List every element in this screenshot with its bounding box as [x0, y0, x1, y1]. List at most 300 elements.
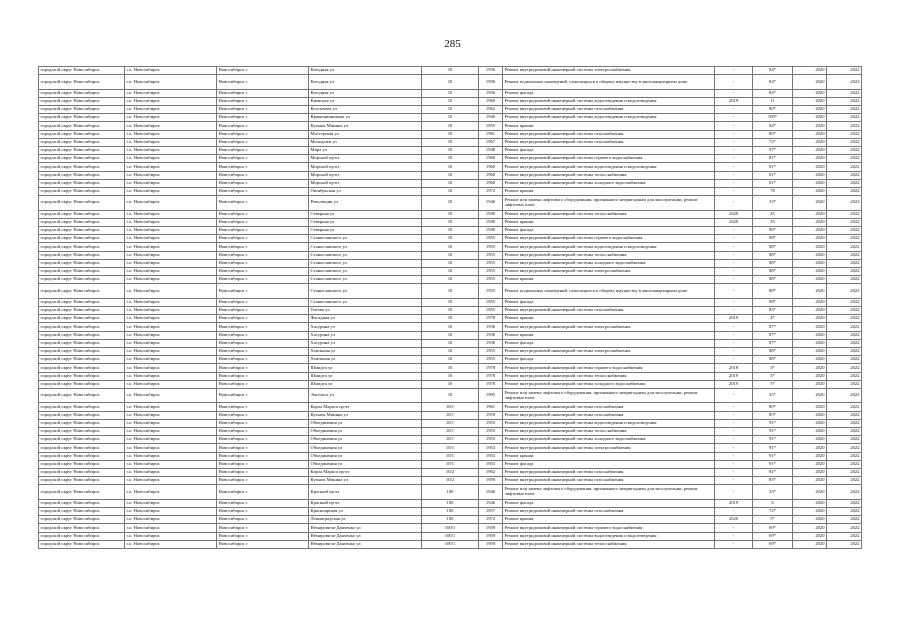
- locality-cell: Новосибирск г: [217, 138, 309, 146]
- table-row: [39, 339, 862, 347]
- house-number-cell: 10: [422, 251, 479, 259]
- district-cell: городской округ Новосибирск: [39, 356, 125, 364]
- page-number: 285: [444, 38, 461, 50]
- municipality-cell: г.о. Новосибирск: [125, 524, 217, 532]
- work-type-cell: Ремонт внутридомовой инженерной системы газоснабжения: [503, 138, 715, 146]
- wear-percent-cell: 69*: [753, 524, 793, 532]
- plan-to-cell: 2022: [827, 427, 862, 435]
- previous-repair-year-cell: -: [715, 276, 753, 284]
- house-number-cell: 10: [422, 298, 479, 306]
- house-number-cell: 10: [422, 187, 479, 195]
- work-type-cell: Ремонт внутридомовой инженерной системы газоснабжения: [503, 106, 715, 114]
- municipality-cell: г.о. Новосибирск: [125, 323, 217, 331]
- previous-repair-year-cell: -: [715, 196, 753, 211]
- house-number-cell: 10: [422, 235, 479, 243]
- table-row: [39, 460, 862, 468]
- street-cell: Карла Маркса пр-кт: [309, 403, 422, 411]
- district-cell: городской округ Новосибирск: [39, 364, 125, 372]
- build-year-cell: 1959: [479, 532, 503, 540]
- previous-repair-year-cell: -: [715, 444, 753, 452]
- locality-cell: Новосибирск г: [217, 259, 309, 267]
- previous-repair-year-cell: -: [715, 147, 753, 155]
- work-type-cell: Ремонт фасада: [503, 227, 715, 235]
- locality-cell: Новосибирск г: [217, 89, 309, 97]
- plan-from-cell: 2020: [793, 298, 827, 306]
- locality-cell: Новосибирск г: [217, 114, 309, 122]
- previous-repair-year-cell: 2019: [715, 372, 753, 380]
- locality-cell: Новосибирск г: [217, 477, 309, 485]
- table-row: [39, 468, 862, 476]
- wear-percent-cell: 88*: [753, 251, 793, 259]
- previous-repair-year-cell: -: [715, 477, 753, 485]
- municipality-cell: г.о. Новосибирск: [125, 89, 217, 97]
- house-number-cell: 10: [422, 364, 479, 372]
- district-cell: городской округ Новосибирск: [39, 499, 125, 507]
- locality-cell: Новосибирск г: [217, 106, 309, 114]
- build-year-cell: 1972: [479, 516, 503, 524]
- plan-from-cell: 2020: [793, 499, 827, 507]
- locality-cell: Новосибирск г: [217, 339, 309, 347]
- locality-cell: Новосибирск г: [217, 331, 309, 339]
- house-number-cell: 10/1: [422, 460, 479, 468]
- work-type-cell: Ремонт крыши: [503, 516, 715, 524]
- plan-to-cell: 2022: [827, 138, 862, 146]
- house-number-cell: 10: [422, 67, 479, 75]
- district-cell: городской округ Новосибирск: [39, 163, 125, 171]
- table-row: [39, 307, 862, 315]
- wear-percent-cell: 87*: [753, 331, 793, 339]
- wear-percent-cell: 91*: [753, 436, 793, 444]
- table-row: [39, 524, 862, 532]
- district-cell: городской округ Новосибирск: [39, 147, 125, 155]
- previous-repair-year-cell: -: [715, 284, 753, 299]
- plan-from-cell: 2020: [793, 67, 827, 75]
- house-number-cell: 10/1: [422, 436, 479, 444]
- district-cell: городской округ Новосибирск: [39, 106, 125, 114]
- build-year-cell: 1955: [479, 251, 503, 259]
- build-year-cell: 1960: [479, 179, 503, 187]
- district-cell: городской округ Новосибирск: [39, 75, 125, 90]
- plan-to-cell: 2022: [827, 516, 862, 524]
- plan-to-cell: 2022: [827, 347, 862, 355]
- wear-percent-cell: 87*: [753, 339, 793, 347]
- plan-from-cell: 2020: [793, 147, 827, 155]
- plan-from-cell: 2020: [793, 267, 827, 275]
- table-row: [39, 251, 862, 259]
- street-cell: Революции ул: [309, 196, 422, 211]
- plan-from-cell: 2020: [793, 89, 827, 97]
- build-year-cell: 1953: [479, 436, 503, 444]
- previous-repair-year-cell: -: [715, 532, 753, 540]
- previous-repair-year-cell: -: [715, 243, 753, 251]
- locality-cell: Новосибирск г: [217, 323, 309, 331]
- work-type-cell: Ремонт фасада: [503, 89, 715, 97]
- previous-repair-year-cell: -: [715, 251, 753, 259]
- street-cell: Объединения ул: [309, 436, 422, 444]
- plan-to-cell: 2022: [827, 276, 862, 284]
- plan-to-cell: 2022: [827, 243, 862, 251]
- wear-percent-cell: 33*: [753, 485, 793, 500]
- locality-cell: Новосибирск г: [217, 196, 309, 211]
- locality-cell: Новосибирск г: [217, 356, 309, 364]
- plan-to-cell: 2022: [827, 259, 862, 267]
- district-cell: городской округ Новосибирск: [39, 540, 125, 548]
- previous-repair-year-cell: -: [715, 259, 753, 267]
- wear-percent-cell: 72*: [753, 507, 793, 515]
- house-number-cell: 10: [422, 130, 479, 138]
- plan-from-cell: 2020: [793, 380, 827, 388]
- plan-to-cell: 2022: [827, 339, 862, 347]
- street-cell: Киевская ул: [309, 97, 422, 105]
- work-type-cell: Ремонт внутридомовой инженерной системы теплоснабжения: [503, 427, 715, 435]
- table-row: [39, 163, 862, 171]
- build-year-cell: 1961: [479, 403, 503, 411]
- build-year-cell: 1936: [479, 323, 503, 331]
- locality-cell: Новосибирск г: [217, 524, 309, 532]
- locality-cell: Новосибирск г: [217, 130, 309, 138]
- work-type-cell: Ремонт крыши: [503, 315, 715, 323]
- district-cell: городской округ Новосибирск: [39, 210, 125, 218]
- street-cell: Объединения ул: [309, 427, 422, 435]
- street-cell: Титова ул: [309, 307, 422, 315]
- previous-repair-year-cell: 2018: [715, 364, 753, 372]
- plan-to-cell: 2022: [827, 331, 862, 339]
- build-year-cell: 1957: [479, 507, 503, 515]
- work-type-cell: Ремонт внутридомовой инженерной системы водоотведения и водоотведения: [503, 419, 715, 427]
- municipality-cell: г.о. Новосибирск: [125, 196, 217, 211]
- table-row: [39, 210, 862, 218]
- district-cell: городской округ Новосибирск: [39, 130, 125, 138]
- table-row: [39, 388, 862, 403]
- street-cell: Катодная ул: [309, 67, 422, 75]
- street-cell: Хасурина ул: [309, 331, 422, 339]
- wear-percent-cell: 69*: [753, 532, 793, 540]
- wear-percent-cell: 87*: [753, 323, 793, 331]
- plan-from-cell: 2020: [793, 284, 827, 299]
- locality-cell: Новосибирск г: [217, 468, 309, 476]
- work-type-cell: Ремонт внутридомовой инженерной системы водоотведения и водоотведения: [503, 97, 715, 105]
- previous-repair-year-cell: -: [715, 89, 753, 97]
- locality-cell: Новосибирск г: [217, 284, 309, 299]
- house-number-cell: 10/1: [422, 427, 479, 435]
- build-year-cell: 1959: [479, 411, 503, 419]
- plan-from-cell: 2020: [793, 114, 827, 122]
- plan-from-cell: 2020: [793, 307, 827, 315]
- previous-repair-year-cell: -: [715, 524, 753, 532]
- district-cell: городской округ Новосибирск: [39, 276, 125, 284]
- municipality-cell: г.о. Новосибирск: [125, 516, 217, 524]
- previous-repair-year-cell: 2019: [715, 380, 753, 388]
- municipality-cell: г.о. Новосибирск: [125, 298, 217, 306]
- locality-cell: Новосибирск г: [217, 460, 309, 468]
- district-cell: городской округ Новосибирск: [39, 372, 125, 380]
- district-cell: городской округ Новосибирск: [39, 298, 125, 306]
- wear-percent-cell: 88*: [753, 267, 793, 275]
- locality-cell: Новосибирск г: [217, 388, 309, 403]
- plan-from-cell: 2020: [793, 210, 827, 218]
- wear-percent-cell: 81*: [753, 468, 793, 476]
- table-row: [39, 477, 862, 485]
- previous-repair-year-cell: -: [715, 339, 753, 347]
- table-row: [39, 106, 862, 114]
- work-type-cell: Ремонт внутридомовой инженерной системы водоотведения и водоотведения: [503, 163, 715, 171]
- build-year-cell: 1978: [479, 315, 503, 323]
- previous-repair-year-cell: 2020: [715, 218, 753, 226]
- table-row: [39, 97, 862, 105]
- house-number-cell: 10: [422, 179, 479, 187]
- table-row: [39, 323, 862, 331]
- municipality-cell: г.о. Новосибирск: [125, 411, 217, 419]
- wear-percent-cell: 35: [753, 218, 793, 226]
- municipality-cell: г.о. Новосибирск: [125, 276, 217, 284]
- wear-percent-cell: 91*: [753, 452, 793, 460]
- municipality-cell: г.о. Новосибирск: [125, 243, 217, 251]
- house-number-cell: 10: [422, 388, 479, 403]
- build-year-cell: 1955: [479, 276, 503, 284]
- house-number-cell: 10: [422, 227, 479, 235]
- plan-from-cell: 2020: [793, 163, 827, 171]
- repair-registry-table: [38, 66, 862, 549]
- wear-percent-cell: 88*: [753, 347, 793, 355]
- district-cell: городской округ Новосибирск: [39, 380, 125, 388]
- house-number-cell: 10: [422, 147, 479, 155]
- plan-from-cell: 2020: [793, 372, 827, 380]
- house-number-cell: 10: [422, 356, 479, 364]
- district-cell: городской округ Новосибирск: [39, 315, 125, 323]
- municipality-cell: г.о. Новосибирск: [125, 75, 217, 90]
- plan-from-cell: 2020: [793, 130, 827, 138]
- build-year-cell: 1978: [479, 364, 503, 372]
- street-cell: Мира ул: [309, 147, 422, 155]
- district-cell: городской округ Новосибирск: [39, 460, 125, 468]
- previous-repair-year-cell: 2020: [715, 210, 753, 218]
- table-row: [39, 427, 862, 435]
- street-cell: Кузьмы Минина ул: [309, 411, 422, 419]
- table-row: [39, 218, 862, 226]
- plan-from-cell: 2020: [793, 477, 827, 485]
- previous-repair-year-cell: -: [715, 411, 753, 419]
- plan-from-cell: 2020: [793, 106, 827, 114]
- plan-to-cell: 2022: [827, 89, 862, 97]
- street-cell: Шмидта ул: [309, 372, 422, 380]
- street-cell: Станиславского ул: [309, 235, 422, 243]
- previous-repair-year-cell: -: [715, 419, 753, 427]
- table-row: [39, 372, 862, 380]
- locality-cell: Новосибирск г: [217, 419, 309, 427]
- plan-to-cell: 2022: [827, 468, 862, 476]
- plan-from-cell: 2020: [793, 364, 827, 372]
- municipality-cell: г.о. Новосибирск: [125, 97, 217, 105]
- locality-cell: Новосибирск г: [217, 307, 309, 315]
- plan-from-cell: 2020: [793, 122, 827, 130]
- locality-cell: Новосибирск г: [217, 147, 309, 155]
- district-cell: городской округ Новосибирск: [39, 179, 125, 187]
- district-cell: городской округ Новосибирск: [39, 388, 125, 403]
- previous-repair-year-cell: -: [715, 67, 753, 75]
- plan-from-cell: 2020: [793, 388, 827, 403]
- district-cell: городской округ Новосибирск: [39, 89, 125, 97]
- plan-to-cell: 2022: [827, 106, 862, 114]
- plan-from-cell: 2020: [793, 540, 827, 548]
- work-type-cell: Ремонт внутридомовой инженерной системы водоотведения и водоотведения: [503, 532, 715, 540]
- municipality-cell: г.о. Новосибирск: [125, 179, 217, 187]
- wear-percent-cell: 91*: [753, 419, 793, 427]
- locality-cell: Новосибирск г: [217, 380, 309, 388]
- municipality-cell: г.о. Новосибирск: [125, 187, 217, 195]
- municipality-cell: г.о. Новосибирск: [125, 403, 217, 411]
- previous-repair-year-cell: -: [715, 298, 753, 306]
- work-type-cell: Ремонт или замена лифтового оборудования, признанного непригодным для эксплуатации, ремонт лифтовых шахт: [503, 388, 715, 403]
- work-type-cell: Ремонт внутридомовой инженерной системы горячего водоснабжения: [503, 524, 715, 532]
- house-number-cell: 100: [422, 516, 479, 524]
- wear-percent-cell: 88*: [753, 356, 793, 364]
- build-year-cell: 1953: [479, 427, 503, 435]
- plan-to-cell: 2022: [827, 411, 862, 419]
- municipality-cell: г.о. Новосибирск: [125, 307, 217, 315]
- previous-repair-year-cell: -: [715, 356, 753, 364]
- street-cell: Молодежи ул: [309, 138, 422, 146]
- table-row: [39, 155, 862, 163]
- previous-repair-year-cell: -: [715, 75, 753, 90]
- wear-percent-cell: 84*: [753, 67, 793, 75]
- table-row: [39, 380, 862, 388]
- street-cell: Станиславского ул: [309, 276, 422, 284]
- locality-cell: Новосибирск г: [217, 227, 309, 235]
- district-cell: городской округ Новосибирск: [39, 323, 125, 331]
- municipality-cell: г.о. Новосибирск: [125, 507, 217, 515]
- previous-repair-year-cell: -: [715, 323, 753, 331]
- plan-to-cell: 2022: [827, 419, 862, 427]
- plan-from-cell: 2020: [793, 419, 827, 427]
- wear-percent-cell: 6: [753, 499, 793, 507]
- street-cell: Крашенинникова ул: [309, 114, 422, 122]
- plan-to-cell: 2022: [827, 122, 862, 130]
- locality-cell: Новосибирск г: [217, 122, 309, 130]
- house-number-cell: 100/1: [422, 540, 479, 548]
- work-type-cell: Ремонт внутридомовой инженерной системы теплоснабжения: [503, 540, 715, 548]
- previous-repair-year-cell: -: [715, 307, 753, 315]
- house-number-cell: 10: [422, 89, 479, 97]
- work-type-cell: Ремонт внутридомовой инженерной системы теплоснабжения: [503, 372, 715, 380]
- locality-cell: Новосибирск г: [217, 372, 309, 380]
- street-cell: Объединения ул: [309, 452, 422, 460]
- district-cell: городской округ Новосибирск: [39, 331, 125, 339]
- house-number-cell: 10: [422, 315, 479, 323]
- district-cell: городской округ Новосибирск: [39, 218, 125, 226]
- wear-percent-cell: 88*: [753, 259, 793, 267]
- wear-percent-cell: 88*: [753, 243, 793, 251]
- table-row: [39, 114, 862, 122]
- table-row: [39, 540, 862, 548]
- street-cell: Морской пр-кт: [309, 171, 422, 179]
- plan-to-cell: 2022: [827, 315, 862, 323]
- work-type-cell: Ремонт крыши: [503, 276, 715, 284]
- locality-cell: Новосибирск г: [217, 516, 309, 524]
- district-cell: городской округ Новосибирск: [39, 267, 125, 275]
- district-cell: городской округ Новосибирск: [39, 403, 125, 411]
- street-cell: Октябрьская ул: [309, 187, 422, 195]
- house-number-cell: 10: [422, 259, 479, 267]
- table-row: [39, 436, 862, 444]
- table-row: [39, 499, 862, 507]
- table-row: [39, 227, 862, 235]
- build-year-cell: 1955: [479, 307, 503, 315]
- locality-cell: Новосибирск г: [217, 243, 309, 251]
- build-year-cell: 1962: [479, 106, 503, 114]
- work-type-cell: Ремонт фасада: [503, 356, 715, 364]
- district-cell: городской округ Новосибирск: [39, 419, 125, 427]
- locality-cell: Новосибирск г: [217, 540, 309, 548]
- district-cell: городской округ Новосибирск: [39, 307, 125, 315]
- municipality-cell: г.о. Новосибирск: [125, 477, 217, 485]
- build-year-cell: 1956: [479, 67, 503, 75]
- locality-cell: Новосибирск г: [217, 210, 309, 218]
- plan-to-cell: 2022: [827, 499, 862, 507]
- wear-percent-cell: 11: [753, 97, 793, 105]
- plan-to-cell: 2022: [827, 179, 862, 187]
- plan-from-cell: 2020: [793, 276, 827, 284]
- build-year-cell: 1955: [479, 243, 503, 251]
- table-row: [39, 356, 862, 364]
- work-type-cell: Ремонт крыши: [503, 122, 715, 130]
- house-number-cell: 10/1: [422, 419, 479, 427]
- table-body: [39, 67, 862, 549]
- plan-to-cell: 2022: [827, 452, 862, 460]
- house-number-cell: 10/1: [422, 444, 479, 452]
- street-cell: Немировича-Данченко ул: [309, 532, 422, 540]
- build-year-cell: 1955: [479, 356, 503, 364]
- work-type-cell: Ремонт или замена лифтового оборудования, признанного непригодным для эксплуатации, ремонт лифтовых шахт: [503, 485, 715, 500]
- build-year-cell: 1949: [479, 210, 503, 218]
- house-number-cell: 10: [422, 243, 479, 251]
- previous-repair-year-cell: -: [715, 179, 753, 187]
- table-row: [39, 171, 862, 179]
- plan-from-cell: 2020: [793, 452, 827, 460]
- locality-cell: Новосибирск г: [217, 452, 309, 460]
- build-year-cell: 1946: [479, 485, 503, 500]
- wear-percent-cell: 80*: [753, 403, 793, 411]
- work-type-cell: Ремонт внутридомовой инженерной системы электроснабжения: [503, 347, 715, 355]
- build-year-cell: 1949: [479, 227, 503, 235]
- table-row: [39, 485, 862, 500]
- municipality-cell: г.о. Новосибирск: [125, 267, 217, 275]
- plan-from-cell: 2020: [793, 331, 827, 339]
- wear-percent-cell: 97*: [753, 147, 793, 155]
- work-type-cell: Ремонт внутридомовой инженерной системы газоснабжения: [503, 130, 715, 138]
- municipality-cell: г.о. Новосибирск: [125, 122, 217, 130]
- plan-to-cell: 2022: [827, 436, 862, 444]
- table-row: [39, 419, 862, 427]
- plan-to-cell: 2022: [827, 532, 862, 540]
- work-type-cell: Ремонт внутридомовой инженерной системы теплоснабжения: [503, 171, 715, 179]
- work-type-cell: Ремонт внутридомовой инженерной системы газоснабжения: [503, 468, 715, 476]
- wear-percent-cell: 80*: [753, 106, 793, 114]
- plan-from-cell: 2020: [793, 251, 827, 259]
- plan-from-cell: 2020: [793, 218, 827, 226]
- plan-to-cell: 2022: [827, 485, 862, 500]
- build-year-cell: 1972: [479, 187, 503, 195]
- plan-from-cell: 2020: [793, 227, 827, 235]
- locality-cell: Новосибирск г: [217, 298, 309, 306]
- locality-cell: Новосибирск г: [217, 97, 309, 105]
- plan-to-cell: 2022: [827, 130, 862, 138]
- wear-percent-cell: 81*: [753, 155, 793, 163]
- build-year-cell: 1936: [479, 339, 503, 347]
- table-row: [39, 196, 862, 211]
- wear-percent-cell: 81*: [753, 179, 793, 187]
- municipality-cell: г.о. Новосибирск: [125, 485, 217, 500]
- locality-cell: Новосибирск г: [217, 187, 309, 195]
